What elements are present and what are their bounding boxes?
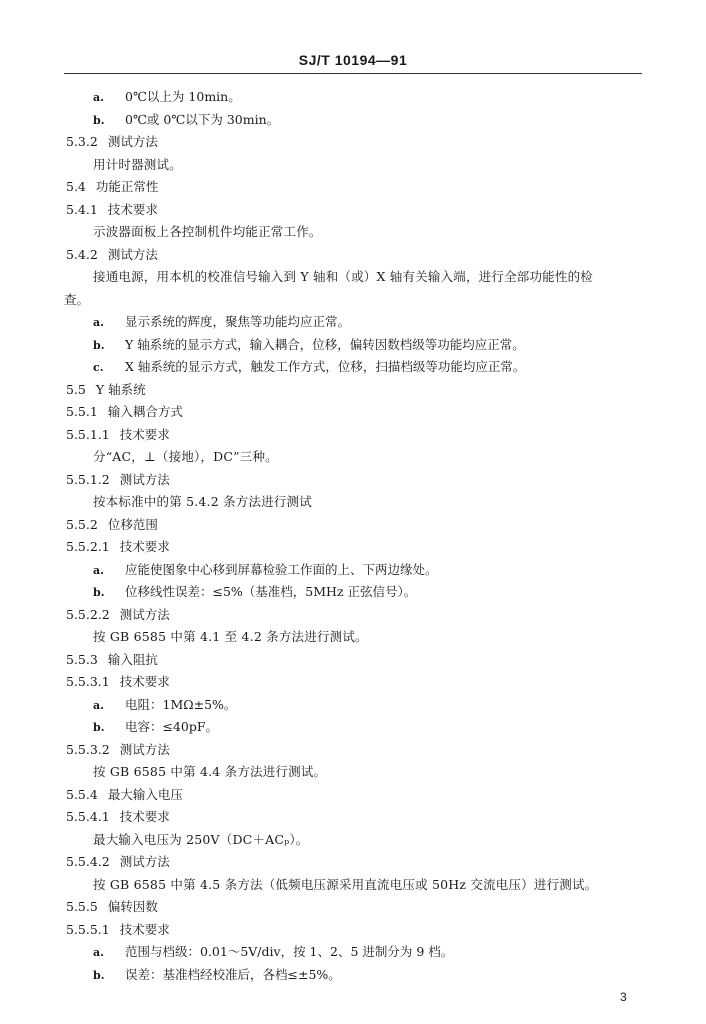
section-heading: [66, 851, 170, 873]
section-heading: [66, 649, 158, 671]
list-item-text: 电容：≤40pF。: [125, 719, 219, 734]
list-marker: a.: [93, 946, 104, 959]
page-header: SJ/T 10194—91: [298, 52, 408, 68]
section-number: 5.5.5: [66, 899, 98, 914]
section-title: 测试方法: [119, 606, 170, 622]
section-title: 偏转因数: [107, 899, 158, 914]
paragraph: 分“AC，⊥（接地），DC”三种。: [93, 449, 278, 464]
list-item: [93, 334, 525, 356]
section-heading: [66, 896, 158, 918]
section-title: 最大输入电压: [107, 786, 183, 802]
list-marker: a.: [93, 316, 104, 329]
section-heading: [66, 244, 158, 266]
section-title: 输入阻抗: [107, 651, 158, 667]
paragraph: 按本标准中的第 5.4.2 条方法进行测试: [93, 494, 312, 509]
list-marker: a.: [93, 698, 104, 712]
section-title: 功能正常性: [95, 179, 159, 194]
section-title: 测试方法: [107, 246, 158, 262]
section-heading: [66, 131, 158, 153]
paragraph: 接通电源，用本机的校准信号输入到 Y 轴和（或）X 轴有关输入端，进行全部功能性的检: [93, 269, 593, 284]
section-number: 5.5.3: [66, 651, 98, 667]
paragraph-continuation: 查。: [64, 291, 90, 307]
page-number: 3: [620, 990, 627, 1004]
section-heading: [66, 806, 170, 828]
section-heading: [66, 784, 183, 806]
list-item: [93, 694, 236, 716]
section-heading: [66, 919, 170, 941]
list-item: [93, 109, 279, 131]
section-title: 技术要求: [119, 539, 170, 554]
list-marker: c.: [93, 361, 104, 374]
list-item-text: 应能使图象中心移到屏幕检验工作面的上、下两边缘处。: [125, 561, 438, 577]
section-heading: [66, 379, 146, 401]
section-heading: [66, 176, 158, 198]
list-item-text: 范围与档级：0.01～5V/div，按 1、2、5 进制分为 9 档。: [125, 944, 454, 959]
list-marker: b.: [93, 968, 105, 982]
list-item-text: X 轴系统的显示方式，触发工作方式，位移，扫描档级等功能均应正常。: [125, 359, 526, 374]
list-item: [93, 581, 416, 603]
section-number: 5.5: [66, 381, 86, 397]
section-title: 技术要求: [119, 809, 170, 824]
section-number: 5.5.1.2: [66, 471, 110, 487]
list-marker: b.: [93, 338, 105, 352]
section-number: 5.3.2: [66, 134, 98, 149]
section-title: 测试方法: [119, 741, 170, 757]
list-marker: b.: [93, 721, 105, 734]
paragraph: 示波器面板上各控制机件均能正常工作。: [93, 224, 322, 239]
list-item: [93, 311, 350, 333]
section-number: 5.5.3.2: [66, 741, 110, 757]
list-marker: b.: [93, 113, 105, 127]
list-item: [93, 964, 341, 986]
section-heading: [66, 401, 183, 423]
section-heading: [66, 604, 170, 626]
paragraph: 按 GB 6585 中第 4.5 条方法（低频电压源采用直流电压或 50Hz 交流电压）进行测试。: [93, 876, 598, 892]
section-title: 测试方法: [107, 134, 158, 149]
list-item-text: 显示系统的辉度，聚焦等功能均应正常。: [125, 314, 351, 329]
section-title: 技术要求: [119, 426, 170, 442]
header-rule: [64, 73, 642, 74]
section-title: 输入耦合方式: [107, 404, 183, 419]
paragraph: 最大输入电压为 250V（DC＋ACₚ）。: [93, 831, 309, 847]
section-heading: [66, 536, 170, 558]
section-title: 位移范围: [107, 516, 158, 532]
section-number: 5.5.4: [66, 786, 98, 802]
list-marker: a.: [93, 563, 104, 577]
section-title: 技术要求: [119, 674, 170, 689]
section-number: 5.4.2: [66, 246, 98, 262]
paragraph: 按 GB 6585 中第 4.1 至 4.2 条方法进行测试。: [93, 629, 368, 644]
section-title: 技术要求: [107, 201, 158, 217]
list-item-text: 误差：基准档经校准后，各档≤±5%。: [125, 966, 341, 982]
list-item-text: 0℃以上为 10min。: [125, 89, 241, 104]
section-number: 5.4: [66, 179, 86, 194]
list-item-text: 电阻：1MΩ±5%。: [125, 696, 237, 712]
list-item-text: 位移线性误差：≤5%（基准档，5MHz 正弦信号）。: [125, 584, 417, 599]
section-number: 5.5.4.2: [66, 854, 110, 869]
section-title: Y 轴系统: [95, 381, 146, 397]
section-number: 5.5.2.2: [66, 606, 110, 622]
list-marker: b.: [93, 586, 105, 599]
paragraph: 按 GB 6585 中第 4.4 条方法进行测试。: [93, 764, 327, 779]
section-number: 5.5.5.1: [66, 921, 110, 937]
section-heading: [66, 671, 170, 693]
section-title: 测试方法: [119, 471, 170, 487]
list-item: [93, 86, 241, 108]
list-item: [93, 559, 438, 581]
list-item: [93, 356, 525, 378]
section-heading: [66, 514, 158, 536]
section-heading: [66, 424, 170, 446]
list-marker: a.: [93, 91, 104, 104]
section-heading: [66, 469, 170, 491]
section-number: 5.5.3.1: [66, 674, 110, 689]
section-heading: [66, 739, 170, 761]
section-number: 5.5.4.1: [66, 809, 110, 824]
paragraph: 用计时器测试。: [93, 156, 182, 172]
list-item-text: 0℃或 0℃以下为 30min。: [125, 111, 280, 127]
list-item: [93, 716, 218, 738]
section-heading: [66, 199, 158, 221]
list-item-text: Y 轴系统的显示方式，输入耦合，位移，偏转因数档级等功能均应正常。: [125, 336, 525, 352]
section-number: 5.5.2.1: [66, 539, 110, 554]
list-item: [93, 941, 453, 963]
section-number: 5.5.1.1: [66, 426, 110, 442]
section-title: 测试方法: [119, 854, 170, 869]
section-number: 5.5.2: [66, 516, 98, 532]
section-title: 技术要求: [119, 921, 170, 937]
section-number: 5.5.1: [66, 404, 98, 419]
section-number: 5.4.1: [66, 201, 98, 217]
